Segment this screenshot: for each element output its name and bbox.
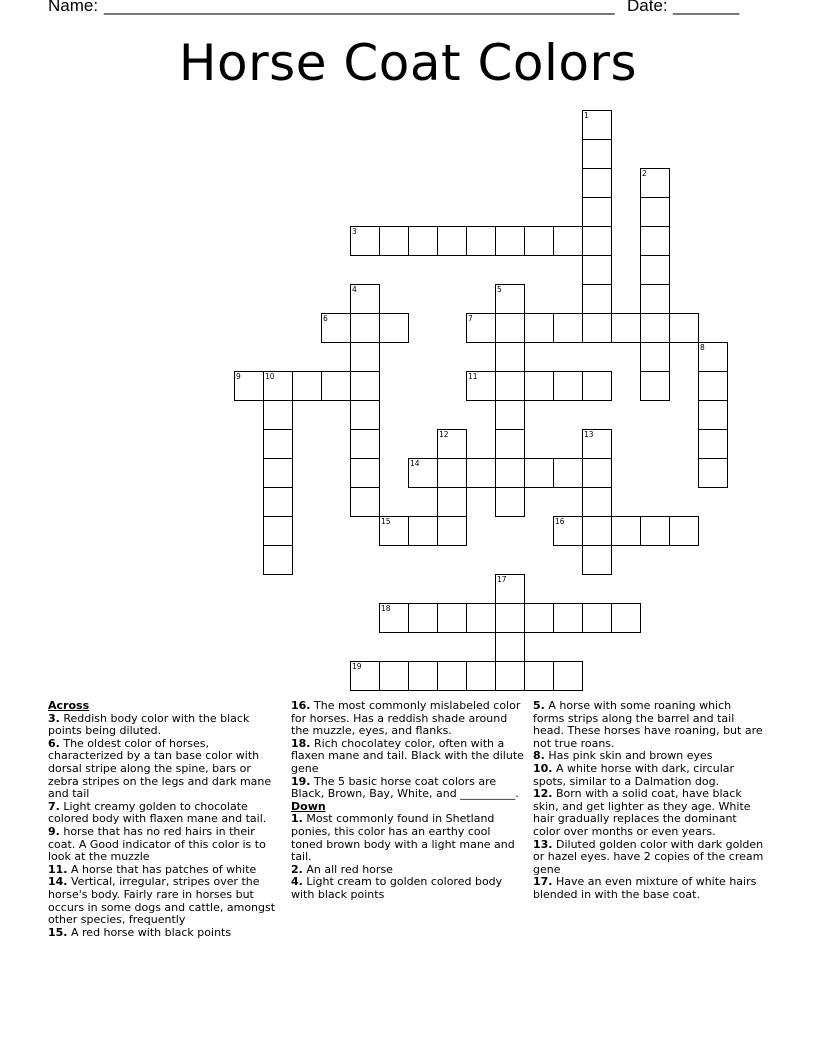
grid-cell[interactable]	[408, 661, 438, 691]
grid-cell[interactable]	[553, 661, 583, 691]
grid-cell[interactable]	[379, 313, 409, 343]
across-clue-6: 6. The oldest color of horses, characterized by a tan base color with dorsal stripe along the spine, bars or zebra stripes on the legs and dark mane and tail	[48, 736, 272, 801]
grid-cell[interactable]	[495, 458, 525, 488]
grid-cell[interactable]	[698, 429, 728, 459]
name-field[interactable]: ______________________________________________________	[104, 0, 615, 15]
across-clue-18: 18. Rich chocolatey color, often with a flaxen mane and tail. Black with the dilute gene	[291, 736, 524, 775]
down-clue-10: 10. A white horse with dark, circular spots, similar to a Dalmation dog.	[533, 761, 735, 788]
grid-cell[interactable]	[350, 400, 380, 430]
across-clue-9: 9. horse that has no red hairs in their coat. A Good indicator of this color is to look at the muzzle	[48, 824, 266, 864]
down-clue-2: 2. An all red horse	[291, 862, 393, 876]
clue-number: 14	[410, 459, 420, 468]
across-clue-3: 3. Reddish body color with the black points being diluted.	[48, 711, 250, 738]
grid-cell[interactable]	[553, 371, 583, 401]
grid-cell[interactable]	[437, 487, 467, 517]
grid-cell[interactable]	[263, 545, 293, 575]
clue-number: 8	[700, 343, 705, 352]
grid-cell[interactable]	[437, 429, 467, 459]
grid-cell[interactable]	[640, 516, 670, 546]
clue-number: 7	[468, 314, 473, 323]
grid-cell[interactable]	[582, 516, 612, 546]
grid-cell[interactable]	[234, 371, 264, 401]
grid-cell[interactable]	[350, 371, 380, 401]
grid-cell[interactable]	[495, 342, 525, 372]
clue-number: 11	[468, 372, 478, 381]
grid-cell[interactable]	[698, 400, 728, 430]
grid-cell[interactable]	[350, 429, 380, 459]
name-label: Name:	[48, 0, 99, 15]
clue-number: 16	[555, 517, 565, 526]
down-heading: Down	[291, 799, 326, 813]
grid-cell[interactable]	[611, 603, 641, 633]
grid-cell[interactable]	[524, 603, 554, 633]
grid-cell[interactable]	[321, 371, 351, 401]
grid-cell[interactable]	[582, 458, 612, 488]
grid-cell[interactable]	[524, 371, 554, 401]
grid-cell[interactable]	[582, 603, 612, 633]
clue-number: 1	[584, 111, 589, 120]
grid-cell[interactable]	[263, 400, 293, 430]
grid-cell[interactable]	[640, 226, 670, 256]
grid-cell[interactable]	[350, 661, 380, 691]
grid-cell[interactable]	[553, 226, 583, 256]
grid-cell[interactable]	[263, 429, 293, 459]
grid-cell[interactable]	[524, 458, 554, 488]
date-field[interactable]: _______	[673, 0, 740, 15]
grid-cell[interactable]	[437, 516, 467, 546]
grid-cell[interactable]	[350, 226, 380, 256]
grid-cell[interactable]	[292, 371, 322, 401]
date-label: Date:	[627, 0, 668, 15]
grid-cell[interactable]	[466, 226, 496, 256]
grid-cell[interactable]	[640, 168, 670, 198]
grid-cell[interactable]	[495, 661, 525, 691]
clue-number: 10	[265, 372, 275, 381]
clue-number: 17	[497, 575, 507, 584]
grid-cell[interactable]	[263, 371, 293, 401]
clue-number: 15	[381, 517, 391, 526]
grid-cell[interactable]	[582, 313, 612, 343]
grid-cell[interactable]	[321, 313, 351, 343]
grid-cell[interactable]	[466, 603, 496, 633]
grid-cell[interactable]	[582, 168, 612, 198]
grid-cell[interactable]	[495, 429, 525, 459]
grid-cell[interactable]	[524, 661, 554, 691]
grid-cell[interactable]	[437, 458, 467, 488]
down-clue-13: 13. Diluted golden color with dark golden or hazel eyes. have 2 copies of the cream gene	[533, 837, 764, 876]
clue-number: 5	[497, 285, 502, 294]
grid-cell[interactable]	[408, 516, 438, 546]
grid-cell[interactable]	[582, 139, 612, 169]
grid-cell[interactable]	[640, 313, 670, 343]
grid-cell[interactable]	[582, 284, 612, 314]
down-clue-1: 1. Most commonly found in Shetland ponies, this color has an earthy cool toned brown body with a light mane and tail.	[291, 812, 515, 864]
grid-cell[interactable]	[495, 400, 525, 430]
grid-cell[interactable]	[495, 632, 525, 662]
down-clue-5: 5. A horse with some roaning which forms strips along the barrel and tail head. These horses have roaning, but are not true roans.	[533, 699, 763, 750]
across-heading: Across	[48, 699, 90, 712]
grid-cell[interactable]	[495, 603, 525, 633]
grid-cell[interactable]	[611, 516, 641, 546]
grid-cell[interactable]	[698, 458, 728, 488]
clue-number: 4	[352, 285, 357, 294]
page-title: Horse Coat Colors	[178, 34, 638, 92]
clue-number: 3	[352, 227, 357, 236]
grid-cell[interactable]	[408, 226, 438, 256]
grid-cell[interactable]	[263, 458, 293, 488]
down-clue-8: 8. Has pink skin and brown eyes	[533, 749, 713, 763]
grid-cell[interactable]	[524, 313, 554, 343]
across-clue-19: 19. The 5 basic horse coat colors are Black, Brown, Bay, White, and __________.	[291, 774, 519, 801]
grid-cell[interactable]	[379, 516, 409, 546]
down-clue-12: 12. Born with a solid coat, have black skin, and get lighter as they age. White hair gradually replaces the dominant color over months or even years.	[533, 787, 751, 838]
grid-cell[interactable]	[611, 313, 641, 343]
clue-number: 13	[584, 430, 594, 439]
grid-cell[interactable]	[466, 313, 496, 343]
grid-cell[interactable]	[495, 313, 525, 343]
grid-cell[interactable]	[582, 429, 612, 459]
clue-number: 18	[381, 604, 391, 613]
clue-number: 2	[642, 169, 647, 178]
grid-cell[interactable]	[582, 255, 612, 285]
grid-cell[interactable]	[350, 487, 380, 517]
grid-cell[interactable]	[495, 487, 525, 517]
grid-cell[interactable]	[437, 661, 467, 691]
grid-cell[interactable]	[582, 371, 612, 401]
grid-cell[interactable]	[495, 371, 525, 401]
across-clue-14: 14. Vertical, irregular, stripes over the horse's body. Fairly rare in horses but occurs in some dogs and cattle, amongst other species, frequently	[48, 875, 276, 927]
clues-column-1	[48, 700, 284, 939]
across-clue-7: 7. Light creamy golden to chocolate colored body with flaxen mane and tail.	[48, 799, 267, 826]
grid-cell[interactable]	[582, 226, 612, 256]
grid-cell[interactable]	[437, 603, 467, 633]
grid-cell[interactable]	[466, 458, 496, 488]
grid-cell[interactable]	[640, 371, 670, 401]
grid-cell[interactable]	[640, 342, 670, 372]
clue-number: 19	[352, 662, 362, 671]
down-clue-4: 4. Light cream to golden colored body with black points	[291, 875, 503, 901]
grid-cell[interactable]	[640, 255, 670, 285]
grid-cell[interactable]	[350, 313, 380, 343]
grid-cell[interactable]	[553, 603, 583, 633]
clues-column-2	[291, 700, 525, 902]
grid-cell[interactable]	[669, 516, 699, 546]
grid-cell[interactable]	[640, 197, 670, 227]
grid-cell[interactable]	[495, 574, 525, 604]
grid-cell[interactable]	[582, 110, 612, 140]
grid-cell[interactable]	[379, 226, 409, 256]
grid-cell[interactable]	[437, 226, 467, 256]
across-clue-15: 15. A red horse with black points	[48, 925, 232, 939]
grid-cell[interactable]	[466, 661, 496, 691]
down-clue-17: 17. Have an even mixture of white hairs blended in with the base coat.	[533, 875, 757, 901]
grid-cell[interactable]	[553, 458, 583, 488]
grid-cell[interactable]	[640, 284, 670, 314]
across-clue-11: 11. A horse that has patches of white	[48, 862, 257, 876]
grid-cell[interactable]	[698, 371, 728, 401]
grid-cell[interactable]	[495, 226, 525, 256]
grid-cell[interactable]	[553, 313, 583, 343]
grid-cell[interactable]	[582, 197, 612, 227]
clue-number: 12	[439, 430, 449, 439]
grid-cell[interactable]	[553, 516, 583, 546]
grid-cell[interactable]	[263, 487, 293, 517]
clue-number: 6	[323, 314, 328, 323]
grid-cell[interactable]	[379, 603, 409, 633]
grid-cell[interactable]	[524, 226, 554, 256]
grid-cell[interactable]	[379, 661, 409, 691]
grid-cell[interactable]	[408, 603, 438, 633]
grid-cell[interactable]	[698, 342, 728, 372]
grid-cell[interactable]	[495, 284, 525, 314]
grid-cell[interactable]	[582, 487, 612, 517]
clue-number: 9	[236, 372, 241, 381]
grid-cell[interactable]	[582, 545, 612, 575]
grid-cell[interactable]	[408, 458, 438, 488]
grid-cell[interactable]	[669, 313, 699, 343]
grid-cell[interactable]	[350, 342, 380, 372]
across-clue-16: 16. The most commonly mislabeled color for horses. Has a reddish shade around the muzzle, eyes, and flanks.	[291, 699, 521, 738]
grid-cell[interactable]	[466, 371, 496, 401]
grid-cell[interactable]	[263, 516, 293, 546]
clues-column-3	[533, 700, 765, 902]
grid-cell[interactable]	[350, 458, 380, 488]
grid-cell[interactable]	[350, 284, 380, 314]
